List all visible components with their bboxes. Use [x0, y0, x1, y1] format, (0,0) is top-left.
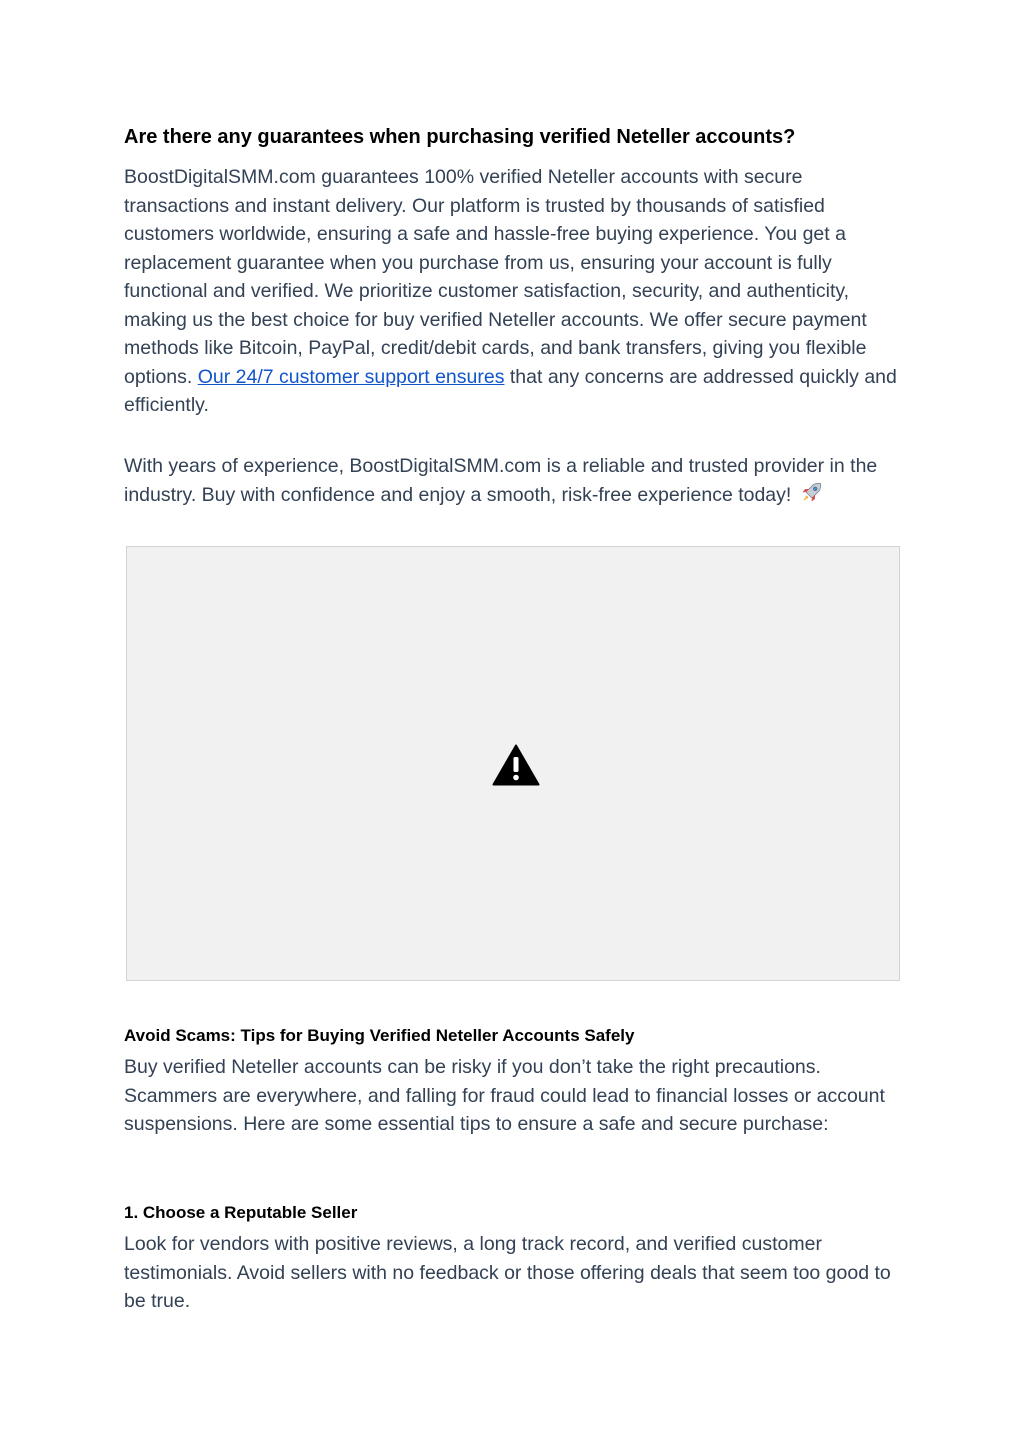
section-heading-avoid-scams: Avoid Scams: Tips for Buying Verified Neteller Accounts Safely	[124, 1026, 635, 1045]
paragraph-text: With years of experience, BoostDigitalSMM.com is a reliable and trusted provider in the industry. Buy with confidence and enjoy a smooth, risk-free experience today!	[124, 455, 878, 506]
paragraph-text: BoostDigitalSMM.com guarantees 100% verified Neteller accounts with secure transactions and instant delivery. Our platform is trusted by thousands of satisfied customers worldwide, ensuring a safe and hassle-free buying experience. You get a replacement guarantee when you purchase from us, ensuring your account is fully functional and verified. We prioritize customer satisfaction, security, and authenticity, making us the best choice for buy verified Neteller accounts. We offer secure payment methods like Bitcoin, PayPal, credit/debit cards, and bank transfers, giving you flexible options.	[124, 166, 867, 388]
section-heading-guarantees: Are there any guarantees when purchasing verified Neteller accounts?	[124, 126, 796, 148]
rocket-icon	[799, 481, 823, 505]
paragraph-experience	[124, 452, 904, 509]
image-placeholder	[126, 546, 900, 981]
paragraph-text: that any concerns are addressed quickly and efficiently.	[124, 365, 897, 416]
section-heading-reputable-seller: 1. Choose a Reputable Seller	[124, 1203, 358, 1222]
paragraph-guarantees	[124, 163, 904, 420]
paragraph-reputable-seller: Look for vendors with positive reviews, a long track record, and verified customer testimonials. Avoid sellers with no feedback or those offering deals that seem too good to be true.	[124, 1233, 891, 1312]
customer-support-link[interactable]: Our 24/7 customer support ensures	[197, 365, 505, 388]
paragraph-avoid-scams: Buy verified Neteller accounts can be risky if you don’t take the right precautions. Scammers are everywhere, and falling for fraud could lead to financial losses or account suspensions. Here are some essential tips to ensure a safe and secure purchase:	[124, 1056, 885, 1135]
warning-icon	[492, 744, 540, 786]
